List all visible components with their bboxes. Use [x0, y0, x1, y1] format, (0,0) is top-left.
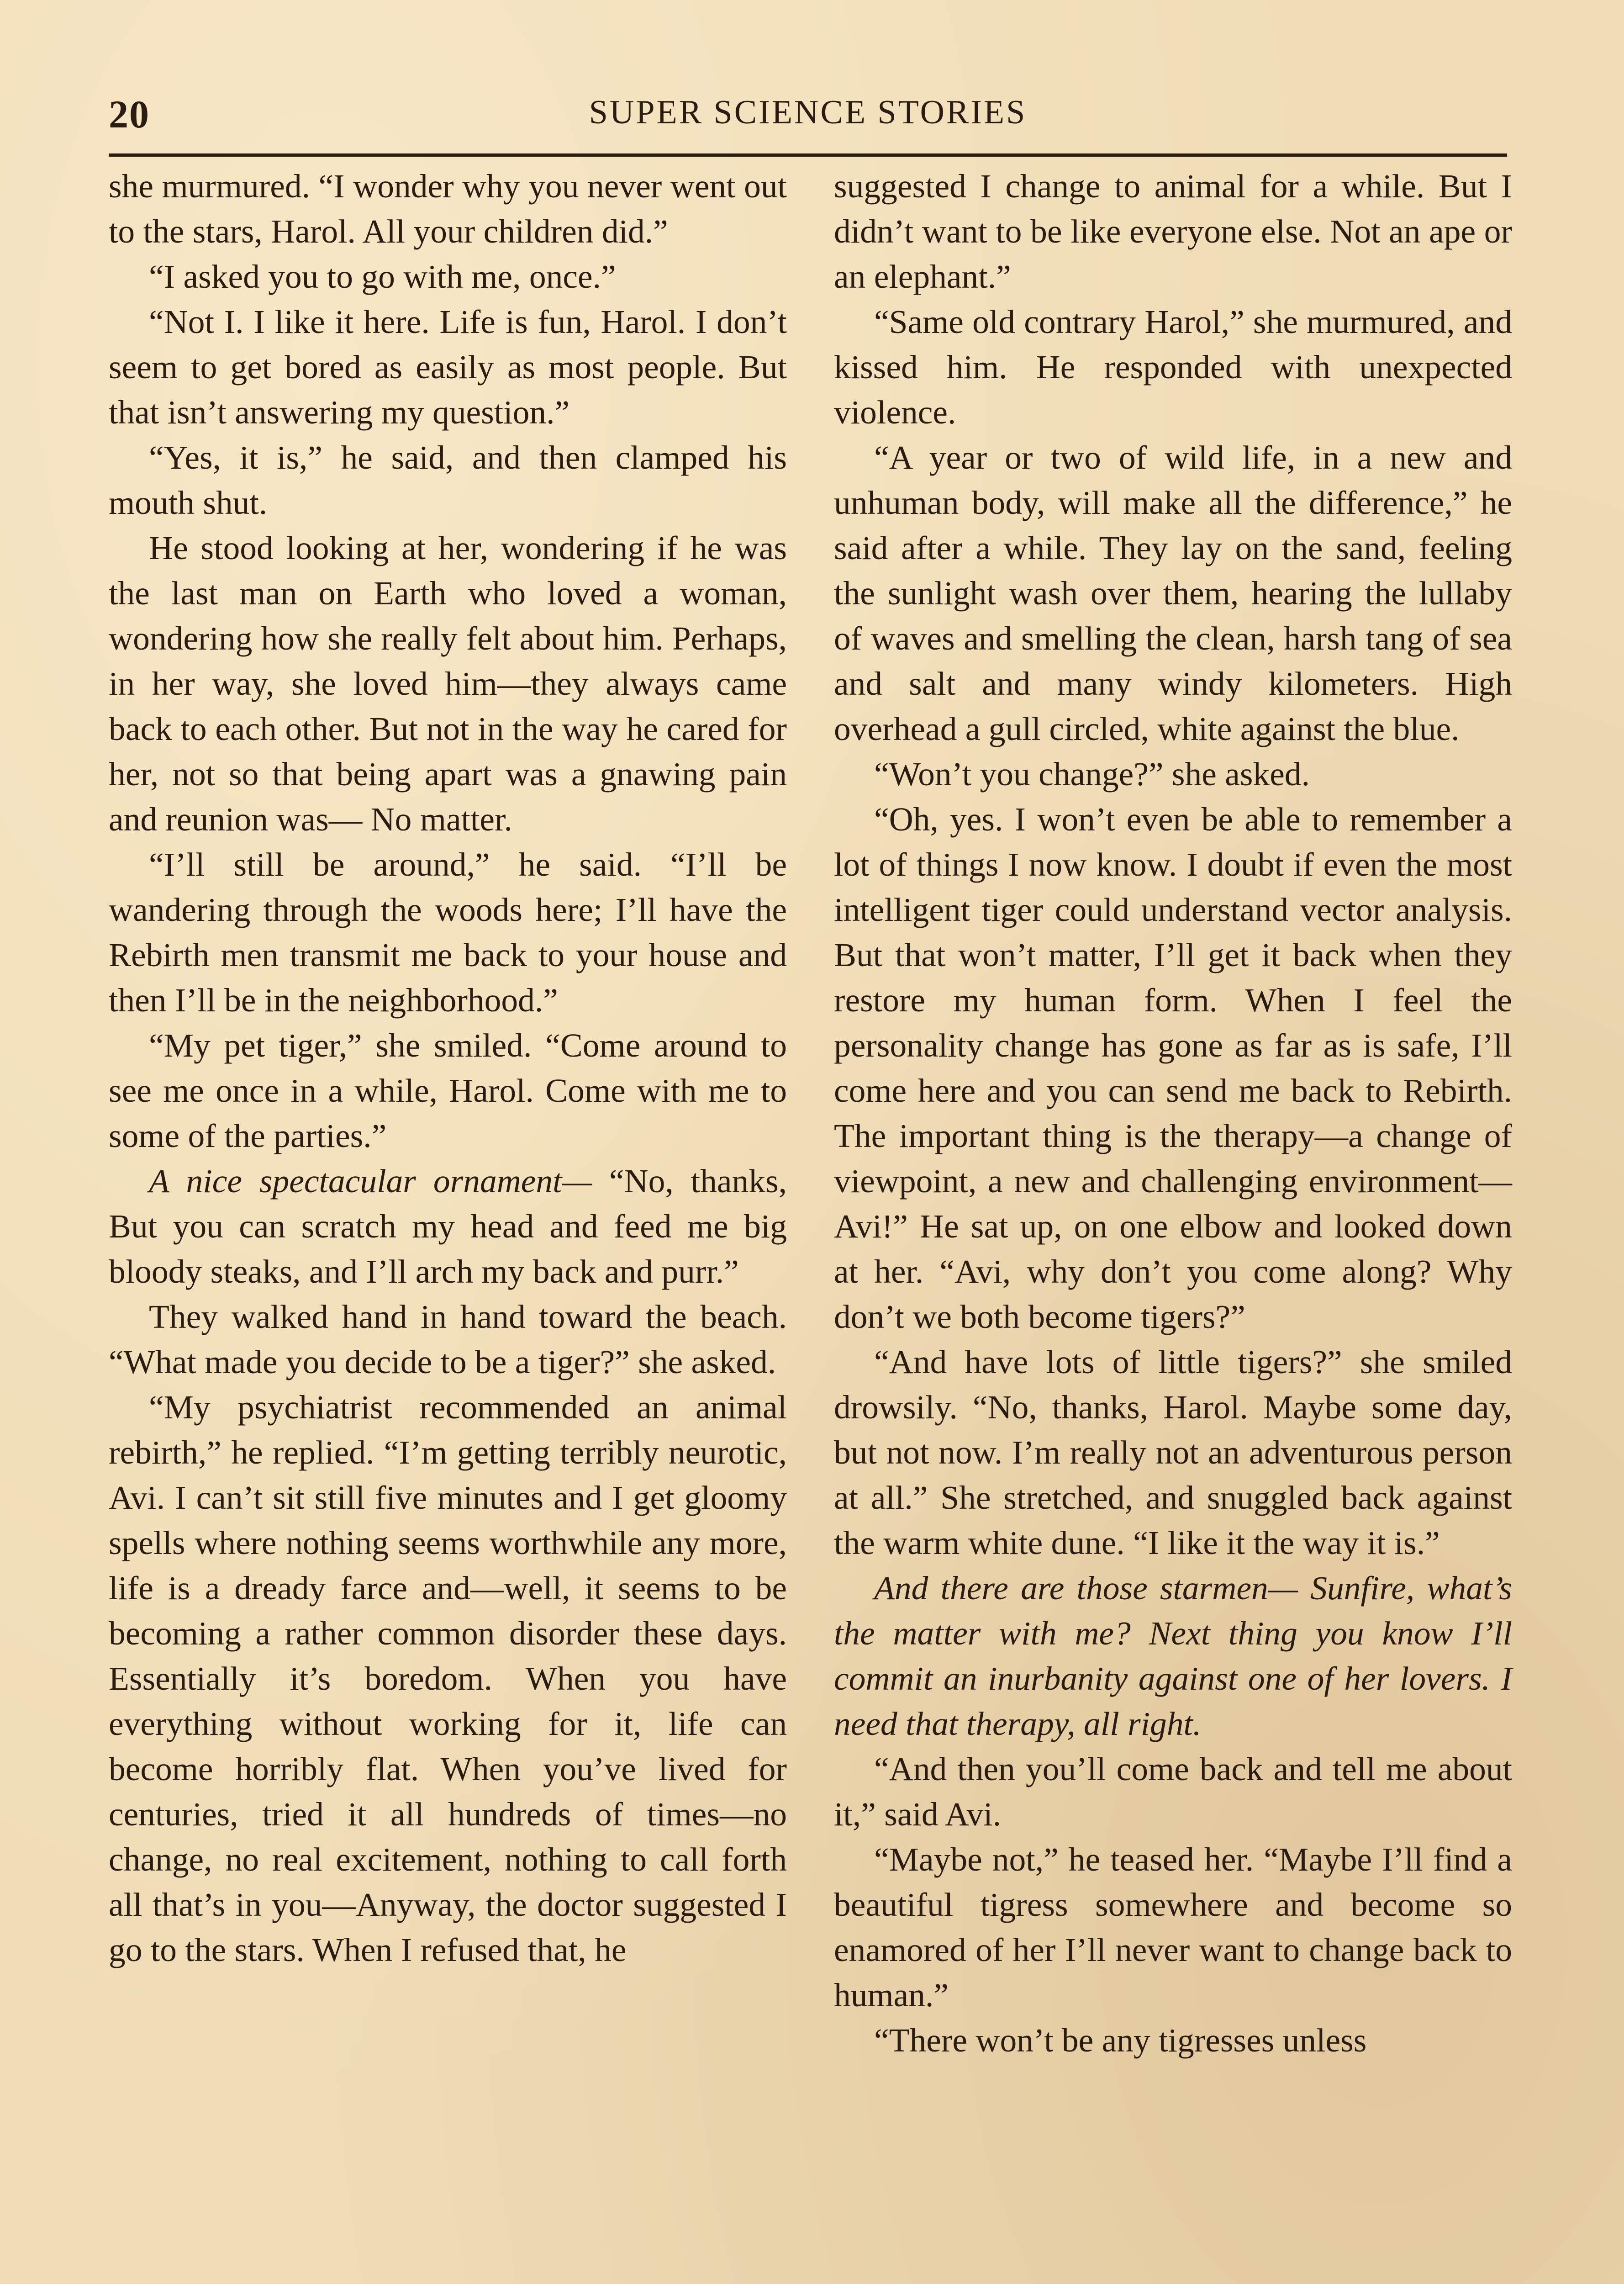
paragraph: They walked hand in hand toward the beach. “What made you decide to be a tiger?” she asked. — [109, 1298, 787, 1380]
paragraph: “Oh, yes. I won’t even be able to remember a lot of things I now know. I doubt if even the most intelligent tiger could understand vector analysis. But that won’t matter, I’ll get it back when they restore my human form. When I feel the personality change has gone as far as is safe, I’ll come here and you can send me back to Rebirth. The important thing is the therapy—a change of viewpoint, a new and challenging environment— Avi!” He sat up, on one elbow and looked down at her. “Avi, why don’t you come along? Why don’t we both become tigers?” — [834, 801, 1512, 1335]
paragraph: “Not I. I like it here. Life is fun, Harol. I don’t seem to get bored as easily as most people. But that isn’t answering my question.” — [109, 303, 787, 431]
paragraph: “And have lots of little tigers?” she smiled drowsily. “No, thanks, Harol. Maybe some day, but not now. I’m really not an adventurous person at all.” She stretched, and snuggled back against the warm white dune. “I like it the way it is.” — [834, 1343, 1512, 1561]
running-title: SUPER SCIENCE STORIES — [589, 94, 1027, 131]
italic-thought: A nice spectacular ornament— — [149, 1163, 592, 1200]
italic-thought-paragraph: And there are those starmen— Sunfire, what’s the matter with me? Next thing you know I’ll commit an inurbanity against one of her lovers. I need that therapy, all right. — [834, 1570, 1512, 1742]
paragraph: “Yes, it is,” he said, and then clamped his mouth shut. — [109, 439, 787, 521]
paragraph: “I asked you to go with me, once.” — [149, 258, 616, 295]
paragraph-text: “No, thanks, But you can scratch my head and feed me big bloody steaks, and I’ll arch my back and purr.” — [109, 1163, 787, 1290]
paragraph: “My pet tiger,” she smiled. “Come around to see me once in a while, Harol. Come with me to some of the parties.” — [109, 1027, 787, 1154]
paragraph: “Same old contrary Harol,” she murmured, and kissed him. He responded with unexpected violence. — [834, 303, 1512, 431]
page-number: 20 — [109, 92, 150, 136]
paragraph: “I’ll still be around,” he said. “I’ll be wandering through the woods here; I’ll have the Rebirth men transmit me back to your house and then I’ll be in the neighborhood.” — [109, 846, 787, 1019]
paragraph: “My psychiatrist recommended an animal rebirth,” he replied. “I’m getting terribly neurotic, Avi. I can’t sit still five minutes and I get gloomy spells where nothing seems worthwhile any more, life is a dready farce and—well, it seems to be becoming a rather common disorder these days. Essentially it’s boredom. When you have everything without working for it, life can become horribly flat. When you’ve lived for centuries, tried it all hundreds of times—no change, no real excitement, nothing to call forth all that’s in you—Anyway, the doctor suggested I go to the stars. When I refused that, he — [109, 1389, 787, 1968]
left-column — [109, 164, 787, 1972]
header-rule — [109, 153, 1507, 157]
paragraph: “And then you’ll come back and tell me about it,” said Avi. — [834, 1750, 1512, 1833]
paragraph: He stood looking at her, wondering if he was the last man on Earth who loved a woman, wondering how she really felt about him. Perhaps, in her way, she loved him—they always came back to each other. But not in the way he cared for her, not so that being apart was a gnawing pain and reunion was— No matter. — [109, 529, 787, 838]
paragraph: “Won’t you change?” she asked. — [874, 756, 1310, 793]
paragraph — [109, 1158, 787, 1294]
paragraph: “There won’t be any tigresses unless — [874, 2022, 1367, 2059]
paragraph: she murmured. “I wonder why you never went out to the stars, Harol. All your children did.” — [109, 168, 787, 250]
paragraph: “Maybe not,” he teased her. “Maybe I’ll find a beautiful tigress somewhere and become so enamored of her I’ll never want to change back to human.” — [834, 1841, 1512, 2014]
page-header — [109, 87, 1507, 151]
paragraph: suggested I change to animal for a while. But I didn’t want to be like everyone else. Not an ape or an elephant.” — [834, 168, 1512, 295]
paragraph: “A year or two of wild life, in a new and unhuman body, will make all the difference,” he said after a while. They lay on the sand, feeling the sunlight wash over them, hearing the lullaby of waves and smelling the clean, harsh tang of sea and salt and many windy kilometers. High overhead a gull circled, white against the blue. — [834, 439, 1512, 747]
right-column — [834, 164, 1512, 2063]
